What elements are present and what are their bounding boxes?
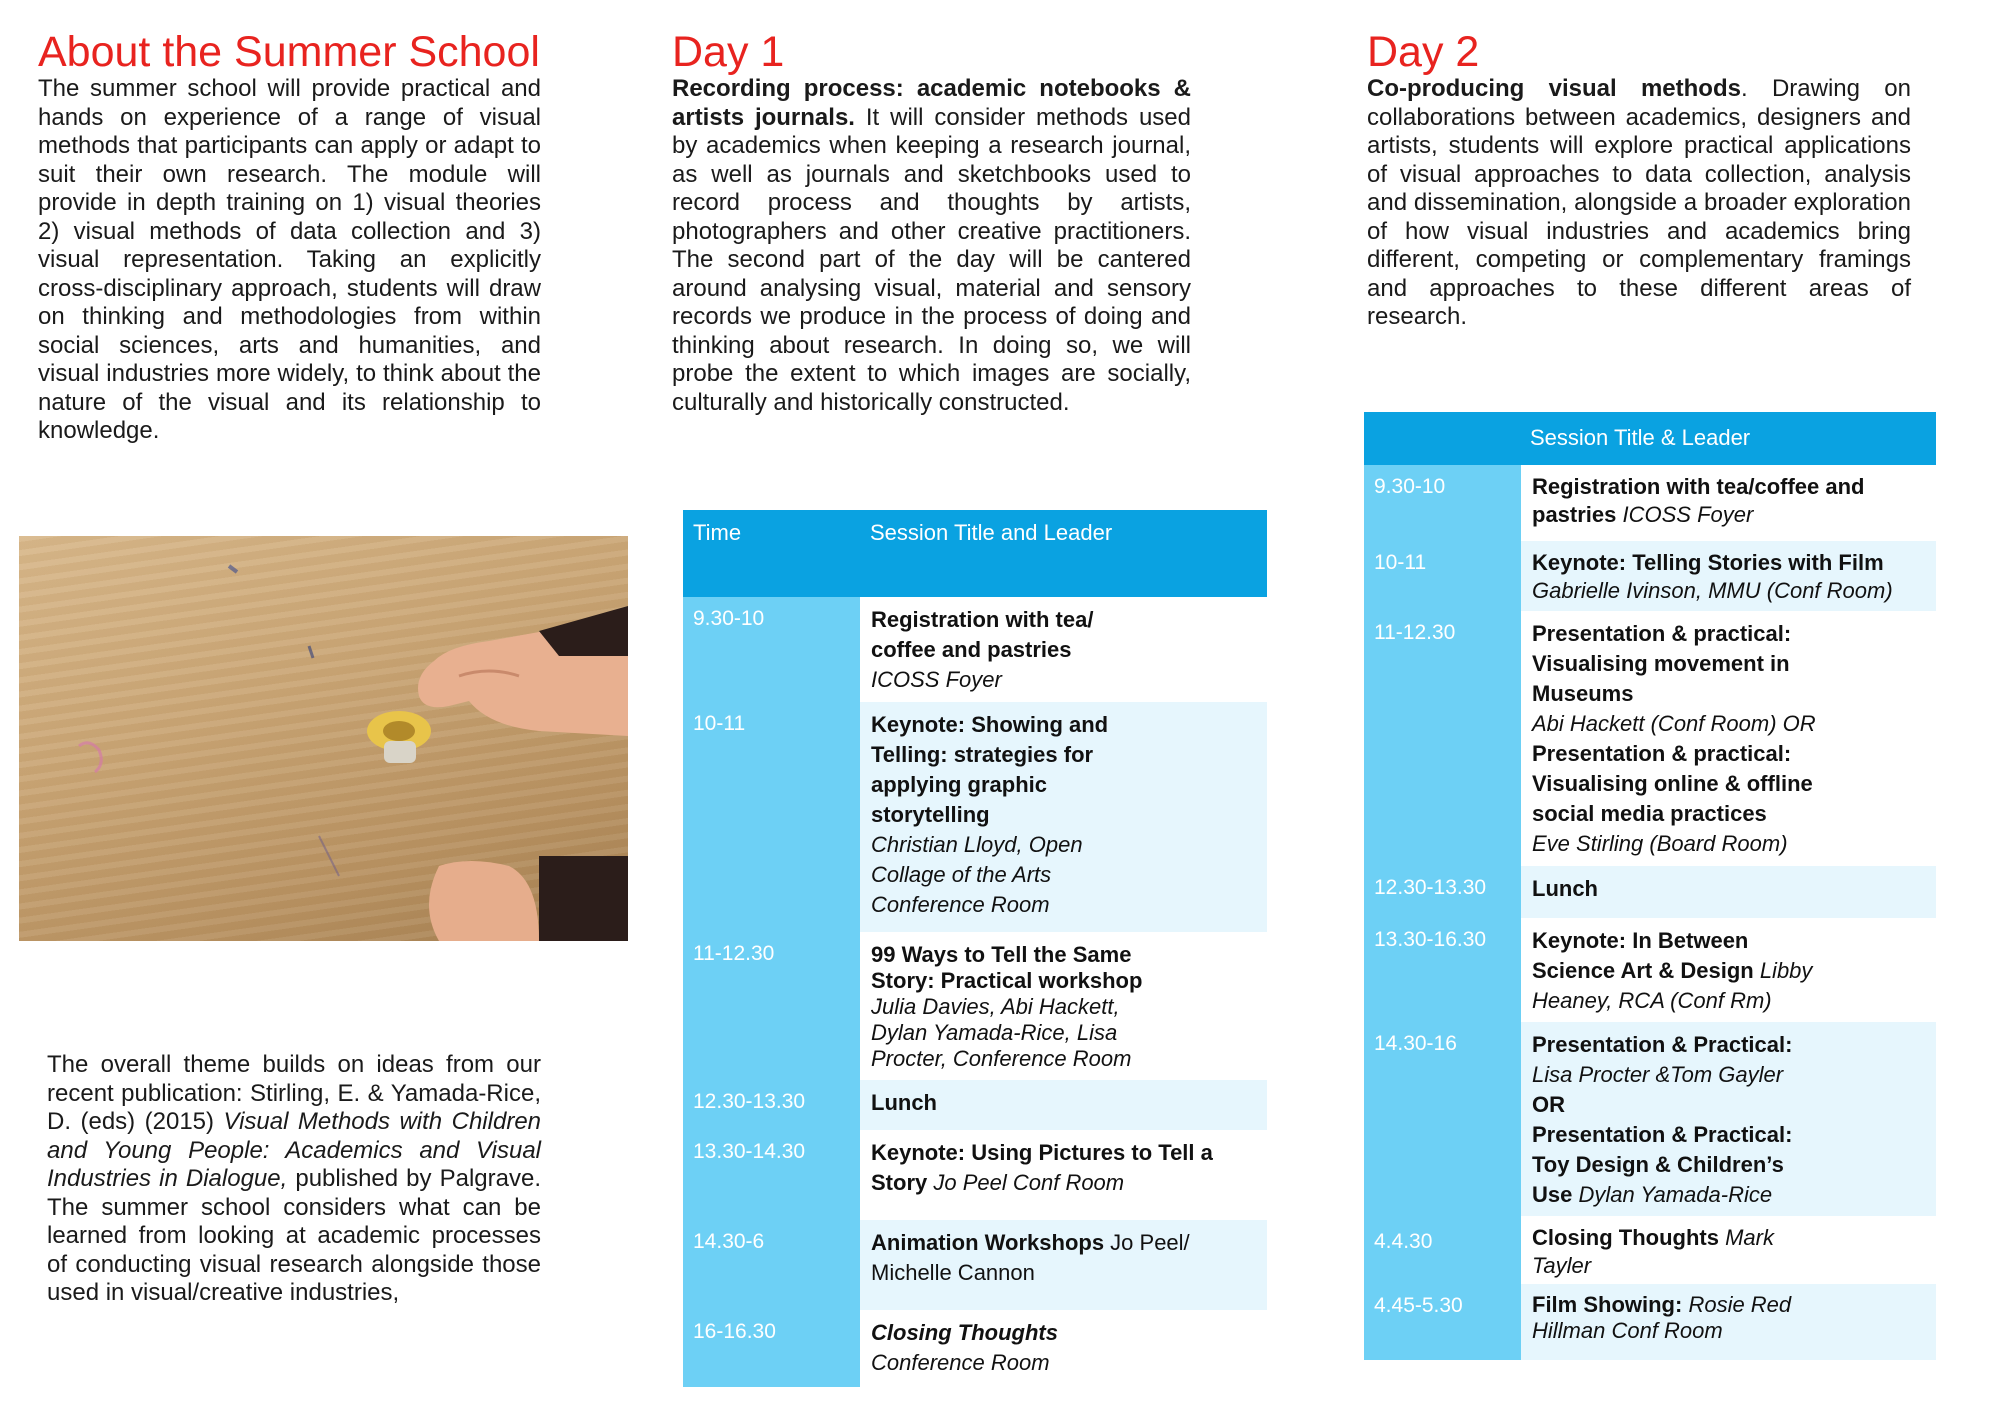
day2-intro-text: . Drawing on collaborations between academics, designers and artists, students will explore practical applications of visual approaches to data collection, analysis and dissemination, alongside a broader exploration of how visual industries and academics bring different, competing or complementary framings and approaches to these different areas of research.	[1367, 75, 1912, 330]
time-cell: 13.30-16.30	[1364, 918, 1521, 1022]
day1-header-session: Session Title and Leader	[870, 520, 1113, 545]
table-row	[1364, 918, 1936, 1022]
time-cell: 16-16.30	[683, 1310, 860, 1387]
table-row	[683, 1220, 1267, 1310]
time-cell: 12.30-13.30	[1364, 866, 1521, 918]
session-cell: Lunch	[1521, 866, 1936, 918]
session-cell: Registration with tea/coffee and pastries ICOSS Foyer	[1521, 465, 1936, 541]
table-row	[683, 1130, 1267, 1220]
table-row	[1364, 1216, 1936, 1284]
table-row	[683, 597, 1267, 702]
day1-table-header	[683, 510, 1267, 597]
session-cell: Presentation & practical: Visualising movement in Museums Abi Hackett (Conf Room) OR Presentation & practical: Visualising online & offline social media practices Eve Stirling (Board Room)	[1521, 611, 1936, 866]
session-cell: Registration with tea/ coffee and pastries ICOSS Foyer	[860, 597, 1267, 702]
table-row	[1364, 866, 1936, 918]
time-cell: 11-12.30	[683, 932, 860, 1080]
session-cell: 99 Ways to Tell the Same Story: Practical workshop Julia Davies, Abi Hackett, Dylan Yamada-Rice, Lisa Procter, Conference Room	[860, 932, 1267, 1080]
table-row	[1364, 611, 1936, 866]
day1-header-time: Time	[693, 520, 742, 545]
time-cell: 4.4.30	[1364, 1216, 1521, 1284]
session-cell: Keynote: In Between Science Art & Design Libby Heaney, RCA (Conf Rm)	[1521, 918, 1936, 1022]
theme-paragraph	[47, 1051, 541, 1308]
session-cell: Presentation & Practical: Lisa Procter &Tom Gayler OR Presentation & Practical: Toy Design & Children’s Use Dylan Yamada-Rice	[1521, 1022, 1936, 1216]
day2-schedule-table	[1364, 412, 1936, 1360]
table-row	[1364, 541, 1936, 611]
time-cell: 14.30-16	[1364, 1022, 1521, 1216]
time-cell: 10-11	[683, 702, 860, 932]
time-cell: 9.30-10	[683, 597, 860, 702]
table-row	[1364, 1022, 1936, 1216]
day2-heading: Day 2	[1367, 28, 1480, 76]
day1-intro	[672, 75, 1191, 417]
time-cell: 14.30-6	[683, 1220, 860, 1310]
day2-table-header	[1364, 412, 1936, 465]
time-cell: 4.45-5.30	[1364, 1284, 1521, 1360]
session-cell: Animation Workshops Jo Peel/ Michelle Cannon	[860, 1220, 1267, 1310]
table-row	[683, 1310, 1267, 1387]
workshop-photo	[19, 536, 628, 941]
session-cell: Keynote: Showing and Telling: strategies for applying graphic storytelling Christian Lloyd, Open Collage of the Arts Conference Room	[860, 702, 1267, 932]
day2-intro-bold: Co-producing visual methods	[1367, 75, 1741, 102]
day2-header-session: Session Title & Leader	[1530, 425, 1751, 450]
table-row	[1364, 1284, 1936, 1360]
time-cell: 9.30-10	[1364, 465, 1521, 541]
session-cell: Keynote: Telling Stories with Film Gabrielle Ivinson, MMU (Conf Room)	[1521, 541, 1936, 611]
table-row	[683, 1080, 1267, 1130]
session-cell: Keynote: Using Pictures to Tell a Story Jo Peel Conf Room	[860, 1130, 1267, 1220]
session-cell: Closing Thoughts Conference Room	[860, 1310, 1267, 1387]
session-cell: Lunch	[860, 1080, 1267, 1130]
time-cell: 11-12.30	[1364, 611, 1521, 866]
day2-intro	[1367, 75, 1911, 332]
about-paragraph: The summer school will provide practical and hands on experience of a range of visual methods that participants can apply or adapt to suit their own research. The module will provide in depth training on 1) visual theories 2) visual methods of data collection and 3) visual representation. Taking an explicitly cross-disciplinary approach, students will draw on thinking and methodologies from within social sciences, arts and humanities, and visual industries more widely, to think about the nature of the visual and its relationship to knowledge.	[38, 75, 541, 444]
day1-schedule-table	[683, 510, 1267, 1387]
day1-intro-bold: Recording process: academic notebooks & artists journals.	[672, 75, 1191, 131]
table-row	[683, 702, 1267, 932]
session-cell: Film Showing: Rosie Red Hillman Conf Room	[1521, 1284, 1936, 1360]
theme-text-a: The overall theme builds on ideas from our recent publication: Stirling, E. & Yamada-Rice, D. (eds) (2015)	[47, 1051, 541, 1135]
day1-heading: Day 1	[672, 28, 785, 76]
table-row	[1364, 465, 1936, 541]
day1-intro-text: It will consider methods used by academics when keeping a research journal, as well as journals and sketchbooks used to record process and thoughts by artists, photographers and other creative practitioners. The second part of the day will be cantered around analysing visual, material and sensory records we produce in the process of doing and thinking about research. In doing so, we will probe the extent to which images are socially, culturally and historically constructed.	[672, 103, 1191, 416]
about-heading: About the Summer School	[38, 28, 540, 76]
table-row	[683, 932, 1267, 1080]
theme-text-b: published by Palgrave. The summer school considers what can be learned from looking at academic processes of conducting visual research alongside those used in visual/creative industries,	[47, 1165, 541, 1306]
time-cell: 10-11	[1364, 541, 1521, 611]
time-cell: 12.30-13.30	[683, 1080, 860, 1130]
time-cell: 13.30-14.30	[683, 1130, 860, 1220]
session-cell: Closing Thoughts Mark Tayler	[1521, 1216, 1936, 1284]
book-title: Visual Methods with Children and Young People: Academics and Visual Industries in Dialogue,	[47, 1108, 542, 1192]
